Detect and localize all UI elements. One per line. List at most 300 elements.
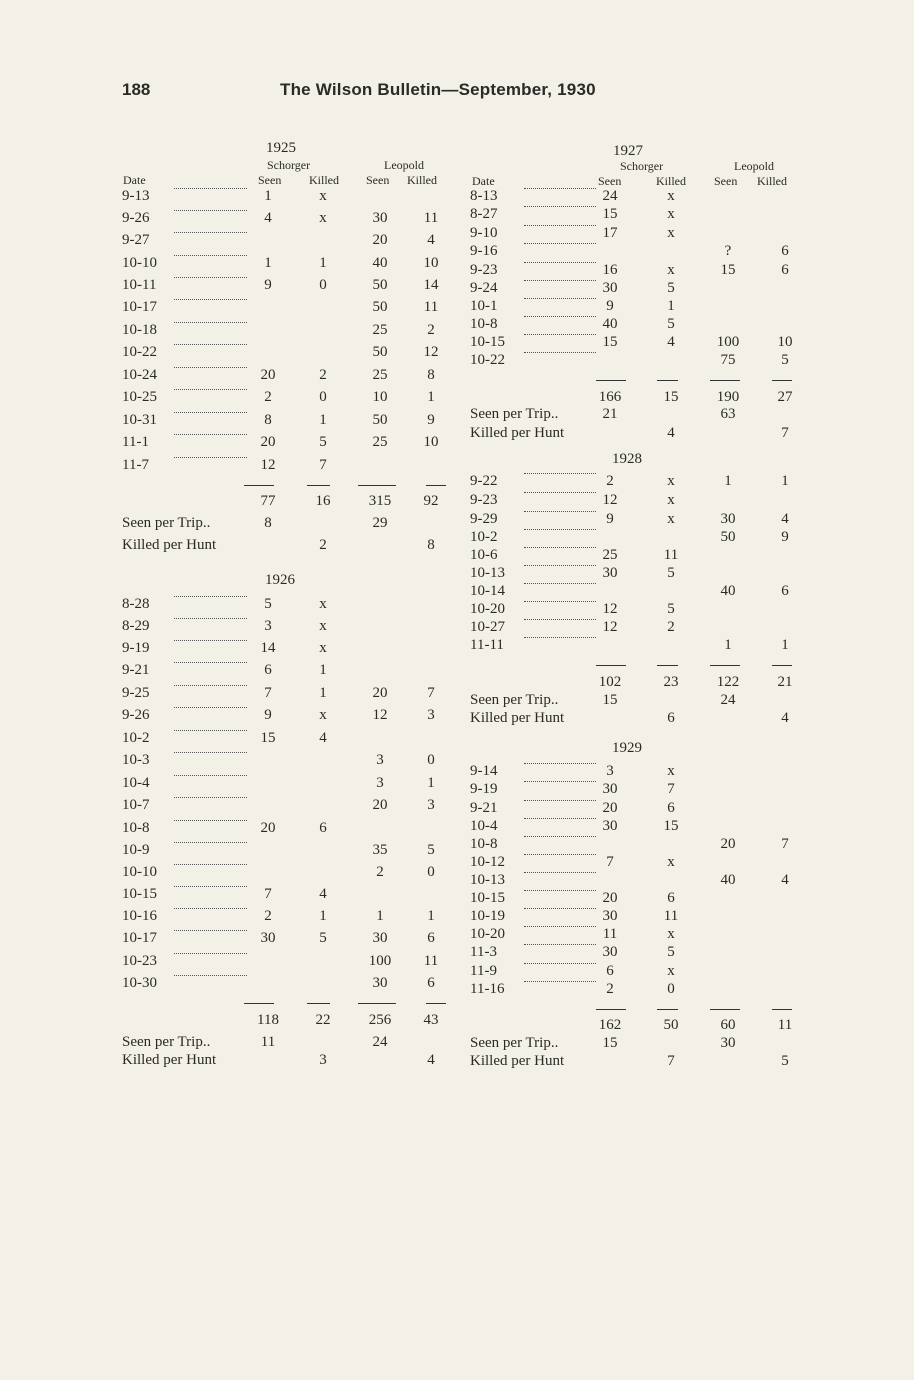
leopold-seen-cell: 50 (372, 412, 388, 428)
leader-dots (524, 262, 596, 263)
schorger-killed-cell: 0 (667, 981, 675, 997)
schorger-seen-cell: 20 (602, 890, 618, 906)
date-cell: 10-10 (122, 864, 157, 880)
seen-per-trip-row (0, 1035, 914, 1055)
schorger-seen-cell: 11 (602, 926, 618, 942)
schorger-seen-cell: 2 (606, 981, 614, 997)
leopold-seen-cell: 1 (376, 908, 384, 924)
leader-dots (524, 944, 596, 945)
schorger-seen-cell: 5 (264, 596, 272, 612)
schorger-killed-cell: 1 (319, 662, 327, 678)
total-leopold-seen: 190 (716, 389, 740, 405)
date-cell: 10-19 (470, 908, 505, 924)
leopold-seen-cell: 20 (372, 232, 388, 248)
schorger-killed-cell: x (667, 188, 675, 204)
leader-dots (524, 926, 596, 927)
leopold-killed-cell: 14 (423, 277, 439, 293)
schorger-seen-cell: 7 (264, 685, 272, 701)
schorger-seen-cell: 7 (264, 886, 272, 902)
date-cell: 11-9 (470, 963, 497, 979)
leopold-killed-cell: 3 (427, 707, 435, 723)
leopold-seen-cell: 30 (720, 511, 736, 527)
killed-per-hunt-leopold: 5 (781, 1053, 789, 1069)
leader-dots (524, 243, 596, 244)
table-row (0, 926, 914, 946)
date-cell: 10-18 (122, 322, 157, 338)
leopold-killed-cell: 10 (777, 334, 793, 350)
schorger-seen-cell: 12 (602, 619, 618, 635)
table-row (0, 763, 914, 783)
date-cell: 9-25 (122, 685, 150, 701)
schorger-seen-cell: 20 (260, 820, 276, 836)
date-cell: 9-21 (122, 662, 150, 678)
seen-per-trip-label: Seen per Trip.. (470, 406, 559, 422)
leopold-killed-cell: 6 (427, 975, 435, 991)
leopold-killed-cell: 6 (781, 583, 789, 599)
leopold-killed-cell: 9 (427, 412, 435, 428)
date-cell: 11-7 (122, 457, 149, 473)
date-cell: 10-22 (122, 344, 157, 360)
date-cell: 10-8 (470, 836, 498, 852)
seen-per-trip-label: Seen per Trip.. (122, 1034, 211, 1050)
date-cell: 10-8 (122, 820, 150, 836)
date-cell: 10-24 (122, 367, 157, 383)
total-schorger-killed: 23 (663, 674, 679, 690)
table-row (0, 963, 914, 983)
leopold-seen-cell: 1 (724, 473, 732, 489)
leopold-seen-cell: 15 (720, 262, 736, 278)
schorger-killed-cell: 7 (667, 781, 675, 797)
schorger-killed-cell: x (667, 225, 675, 241)
schorger-killed-cell: x (667, 492, 675, 508)
total-rule (244, 1003, 274, 1004)
date-cell: 10-20 (470, 926, 505, 942)
schorger-killed-cell: 5 (319, 434, 327, 450)
leader-dots (524, 188, 596, 189)
killed-per-hunt-row (0, 1053, 914, 1073)
killed-per-hunt-row (0, 425, 914, 445)
schorger-killed-cell: 6 (667, 800, 675, 816)
killed-per-hunt-schorger: 3 (319, 1052, 327, 1068)
schorger-seen-cell: 30 (602, 944, 618, 960)
total-schorger-killed: 22 (315, 1012, 331, 1028)
date-cell: 10-13 (470, 872, 505, 888)
leopold-killed-cell: 11 (423, 299, 439, 315)
total-schorger-killed: 15 (663, 389, 679, 405)
schorger-killed-cell: 5 (667, 280, 675, 296)
schorger-seen-cell: 15 (602, 206, 618, 222)
date-cell: 9-14 (470, 763, 498, 779)
date-cell: 10-14 (470, 583, 505, 599)
date-cell: 9-26 (122, 210, 150, 226)
schorger-seen-cell: 40 (602, 316, 618, 332)
date-cell: 10-27 (470, 619, 505, 635)
total-rule (426, 1003, 446, 1004)
table-row (0, 225, 914, 245)
leopold-seen-cell: 100 (716, 334, 740, 350)
table-row (0, 473, 914, 493)
total-rule (596, 665, 626, 666)
schorger-killed-cell: 1 (319, 412, 327, 428)
leader-dots (524, 511, 596, 512)
schorger-seen-cell: 2 (606, 473, 614, 489)
schorger-seen-cell: 9 (606, 298, 614, 314)
table-row (0, 872, 914, 892)
seen-per-trip-label: Seen per Trip.. (470, 692, 559, 708)
year-1927-heading: 1927 (613, 143, 643, 159)
schorger-seen-cell: 30 (602, 280, 618, 296)
leader-dots (524, 963, 596, 964)
table-row (0, 188, 914, 208)
total-schorger-seen: 102 (598, 674, 622, 690)
table-row (0, 565, 914, 585)
leopold-killed-cell: 11 (423, 953, 439, 969)
leopold-seen-cell: 50 (372, 277, 388, 293)
totals-row (0, 674, 914, 694)
date-cell: 9-16 (470, 243, 498, 259)
year-1929-heading: 1929 (612, 740, 642, 756)
date-cell: 10-13 (470, 565, 505, 581)
date-cell: 10-4 (470, 818, 498, 834)
date-cell: 8-28 (122, 596, 150, 612)
date-cell: 9-23 (470, 262, 498, 278)
schorger-seen-cell: 25 (602, 547, 618, 563)
leopold-killed-cell: 1 (427, 389, 435, 405)
leopold-killed-cell: 5 (427, 842, 435, 858)
schorger-killed-cell: x (667, 511, 675, 527)
killed-heading-schorger-left: Killed (309, 173, 339, 187)
table-row (0, 547, 914, 567)
schorger-seen-cell: 17 (602, 225, 618, 241)
schorger-killed-cell: 4 (667, 334, 675, 350)
leopold-seen-cell: 30 (372, 975, 388, 991)
schorger-killed-cell: x (667, 473, 675, 489)
table-row (0, 583, 914, 603)
seen-per-trip-schorger: 8 (264, 515, 272, 531)
schorger-killed-cell: 5 (319, 930, 327, 946)
schorger-heading-right: Schorger (620, 159, 664, 173)
leopold-killed-cell: 6 (781, 243, 789, 259)
table-row (0, 800, 914, 820)
leopold-seen-cell: 20 (372, 685, 388, 701)
schorger-seen-cell: 24 (602, 188, 618, 204)
schorger-killed-cell: 11 (663, 908, 679, 924)
leader-dots (524, 583, 596, 584)
seen-per-trip-row (0, 406, 914, 426)
date-cell: 10-2 (122, 730, 150, 746)
schorger-killed-cell: x (319, 596, 327, 612)
table-row (0, 637, 914, 657)
leader-dots (524, 206, 596, 207)
schorger-killed-cell: 1 (319, 685, 327, 701)
leopold-killed-cell: 8 (427, 367, 435, 383)
schorger-seen-cell: 16 (602, 262, 618, 278)
schorger-killed-cell: 6 (319, 820, 327, 836)
total-schorger-killed: 50 (663, 1017, 679, 1033)
seen-per-trip-schorger: 15 (602, 1035, 618, 1051)
date-cell: 8-29 (122, 618, 150, 634)
date-cell: 10-6 (470, 547, 498, 563)
leader-dots (524, 836, 596, 837)
date-cell: 10-16 (122, 908, 157, 924)
schorger-seen-cell: 3 (606, 763, 614, 779)
date-cell: 10-8 (470, 316, 498, 332)
date-cell: 9-13 (122, 188, 150, 204)
table-row (0, 836, 914, 856)
year-1925-heading: 1925 (266, 140, 296, 156)
schorger-seen-cell: 30 (602, 565, 618, 581)
table-row (0, 262, 914, 282)
leader-dots (524, 818, 596, 819)
schorger-seen-cell: 1 (264, 255, 272, 271)
killed-per-hunt-leopold: 7 (781, 425, 789, 441)
table-row (0, 529, 914, 549)
leopold-killed-cell: 6 (427, 930, 435, 946)
leader-dots (524, 225, 596, 226)
leopold-seen-cell: 30 (372, 930, 388, 946)
leopold-seen-cell: 75 (720, 352, 736, 368)
table-row (0, 280, 914, 300)
leopold-seen-cell: 12 (372, 707, 388, 723)
date-cell: 10-17 (122, 299, 157, 315)
leader-dots (524, 637, 596, 638)
leopold-seen-cell: ? (724, 243, 732, 259)
leopold-killed-cell: 4 (781, 511, 789, 527)
leopold-killed-cell: 4 (781, 872, 789, 888)
schorger-seen-cell: 15 (260, 730, 276, 746)
date-cell: 10-4 (122, 775, 150, 791)
total-schorger-seen: 166 (598, 389, 622, 405)
leopold-killed-cell: 1 (427, 908, 435, 924)
total-leopold-killed: 11 (777, 1017, 793, 1033)
schorger-killed-cell: 1 (667, 298, 675, 314)
leopold-seen-cell: 50 (372, 299, 388, 315)
year-1928-heading: 1928 (612, 451, 642, 467)
leopold-seen-cell: 3 (376, 752, 384, 768)
table-row (0, 298, 914, 318)
total-rule (307, 1003, 330, 1004)
schorger-killed-cell: x (319, 188, 327, 204)
leader-dots (524, 473, 596, 474)
leopold-seen-cell: 50 (720, 529, 736, 545)
total-rule (657, 665, 678, 666)
total-leopold-killed: 27 (777, 389, 793, 405)
schorger-killed-cell: 5 (667, 316, 675, 332)
schorger-seen-cell: 20 (260, 367, 276, 383)
killed-per-hunt-label: Killed per Hunt (122, 1052, 217, 1068)
date-cell: 9-23 (470, 492, 498, 508)
date-cell: 10-20 (470, 601, 505, 617)
leopold-killed-cell: 12 (423, 344, 439, 360)
schorger-killed-cell: 2 (667, 619, 675, 635)
schorger-seen-cell: 6 (264, 662, 272, 678)
schorger-killed-cell: x (319, 618, 327, 634)
table-row (0, 981, 914, 1001)
leader-dots (524, 529, 596, 530)
killed-heading-schorger-right: Killed (656, 174, 686, 188)
leader-dots (524, 981, 596, 982)
leopold-seen-cell: 40 (720, 872, 736, 888)
schorger-killed-cell: 5 (667, 944, 675, 960)
schorger-killed-cell: x (667, 763, 675, 779)
date-cell: 9-19 (122, 640, 150, 656)
schorger-heading-left: Schorger (267, 158, 311, 172)
leopold-seen-cell: 50 (372, 344, 388, 360)
schorger-killed-cell: x (667, 206, 675, 222)
total-leopold-killed: 92 (423, 493, 439, 509)
schorger-killed-cell: 0 (319, 277, 327, 293)
leopold-killed-cell: 10 (423, 255, 439, 271)
seen-heading-leopold-left: Seen (366, 173, 390, 187)
table-row (0, 601, 914, 621)
date-cell: 10-31 (122, 412, 157, 428)
schorger-seen-cell: 9 (264, 707, 272, 723)
date-cell: 9-22 (470, 473, 498, 489)
schorger-seen-cell: 15 (602, 334, 618, 350)
schorger-killed-cell: 1 (319, 908, 327, 924)
schorger-seen-cell: 4 (264, 210, 272, 226)
year-1926-heading: 1926 (265, 572, 295, 588)
date-cell: 10-22 (470, 352, 505, 368)
leopold-seen-cell: 25 (372, 322, 388, 338)
leader-dots (524, 316, 596, 317)
schorger-killed-cell: 4 (319, 730, 327, 746)
killed-per-hunt-schorger: 6 (667, 710, 675, 726)
killed-heading-leopold-left: Killed (407, 173, 437, 187)
killed-per-hunt-leopold: 4 (427, 1052, 435, 1068)
date-cell: 10-7 (122, 797, 150, 813)
killed-per-hunt-label: Killed per Hunt (470, 710, 565, 726)
table-row (0, 334, 914, 354)
leader-dots (524, 800, 596, 801)
date-cell: 9-26 (122, 707, 150, 723)
total-schorger-seen: 77 (260, 493, 276, 509)
leopold-killed-cell: 3 (427, 797, 435, 813)
total-rule (710, 380, 740, 381)
table-row (0, 206, 914, 226)
schorger-seen-cell: 20 (260, 434, 276, 450)
seen-heading-schorger-left: Seen (258, 173, 282, 187)
table-row (0, 854, 914, 874)
date-cell: 10-23 (122, 953, 157, 969)
schorger-seen-cell: 3 (264, 618, 272, 634)
total-schorger-seen: 118 (257, 1012, 279, 1028)
schorger-seen-cell: 20 (602, 800, 618, 816)
date-cell: 10-11 (122, 277, 157, 293)
schorger-killed-cell: 7 (319, 457, 327, 473)
table-row (0, 619, 914, 639)
date-cell: 9-21 (470, 800, 498, 816)
schorger-killed-cell: 4 (319, 886, 327, 902)
leopold-seen-cell: 20 (372, 797, 388, 813)
leader-dots (524, 334, 596, 335)
schorger-seen-cell: 12 (602, 601, 618, 617)
date-cell: 10-9 (122, 842, 150, 858)
seen-per-trip-row (0, 692, 914, 712)
date-cell: 9-10 (470, 225, 498, 241)
leopold-heading-left: Leopold (384, 158, 424, 172)
leader-dots (524, 890, 596, 891)
page-header (0, 80, 914, 104)
killed-per-hunt-schorger: 4 (667, 425, 675, 441)
total-rule (358, 1003, 396, 1004)
total-rule (710, 1009, 740, 1010)
seen-per-trip-label: Seen per Trip.. (122, 515, 211, 531)
leopold-killed-cell: 7 (427, 685, 435, 701)
date-cell: 10-17 (122, 930, 157, 946)
schorger-seen-cell: 12 (260, 457, 276, 473)
killed-per-hunt-row (0, 710, 914, 730)
seen-per-trip-schorger: 11 (260, 1034, 276, 1050)
leopold-killed-cell: 0 (427, 752, 435, 768)
leopold-seen-cell: 30 (372, 210, 388, 226)
table-row (0, 730, 914, 750)
leopold-killed-cell: 5 (781, 352, 789, 368)
leader-dots (524, 565, 596, 566)
seen-per-trip-schorger: 15 (602, 692, 618, 708)
date-cell: 10-1 (470, 298, 498, 314)
table-row (0, 316, 914, 336)
schorger-seen-cell: 1 (264, 188, 272, 204)
leader-dots (524, 781, 596, 782)
killed-per-hunt-leopold: 8 (427, 537, 435, 553)
total-leopold-killed: 43 (423, 1012, 439, 1028)
total-leopold-killed: 21 (777, 674, 793, 690)
killed-heading-leopold-right: Killed (757, 174, 787, 188)
seen-per-trip-label: Seen per Trip.. (470, 1035, 559, 1051)
date-cell: 10-15 (470, 334, 505, 350)
killed-per-hunt-label: Killed per Hunt (122, 537, 217, 553)
seen-per-trip-leopold: 63 (720, 406, 736, 422)
schorger-seen-cell: 2 (264, 908, 272, 924)
date-cell: 9-24 (470, 280, 498, 296)
date-cell: 10-25 (122, 389, 157, 405)
total-rule (596, 1009, 626, 1010)
leopold-killed-cell: 6 (781, 262, 789, 278)
schorger-killed-cell: x (667, 854, 675, 870)
date-cell: 11-16 (470, 981, 505, 997)
killed-per-hunt-schorger: 2 (319, 537, 327, 553)
date-cell: 10-10 (122, 255, 157, 271)
table-row (0, 352, 914, 372)
leader-dots (174, 752, 247, 753)
leopold-killed-cell: 0 (427, 864, 435, 880)
killed-per-hunt-label: Killed per Hunt (470, 425, 565, 441)
killed-per-hunt-schorger: 7 (667, 1053, 675, 1069)
seen-heading-schorger-right: Seen (598, 174, 622, 188)
date-cell: 8-27 (470, 206, 498, 222)
leader-dots (174, 662, 247, 663)
date-cell: 11-11 (470, 637, 504, 653)
total-rule (596, 380, 626, 381)
leopold-seen-cell: 40 (372, 255, 388, 271)
table-row (0, 818, 914, 838)
leopold-killed-cell: 1 (781, 637, 789, 653)
date-cell: 10-15 (122, 886, 157, 902)
schorger-killed-cell: x (319, 210, 327, 226)
schorger-seen-cell: 30 (602, 818, 618, 834)
schorger-seen-cell: 9 (264, 277, 272, 293)
leopold-seen-cell: 2 (376, 864, 384, 880)
schorger-seen-cell: 14 (260, 640, 276, 656)
schorger-killed-cell: 5 (667, 565, 675, 581)
page-number: 188 (122, 80, 151, 99)
schorger-killed-cell: x (667, 963, 675, 979)
schorger-killed-cell: 0 (319, 389, 327, 405)
schorger-killed-cell: x (319, 707, 327, 723)
schorger-seen-cell: 12 (602, 492, 618, 508)
table-row (0, 908, 914, 928)
